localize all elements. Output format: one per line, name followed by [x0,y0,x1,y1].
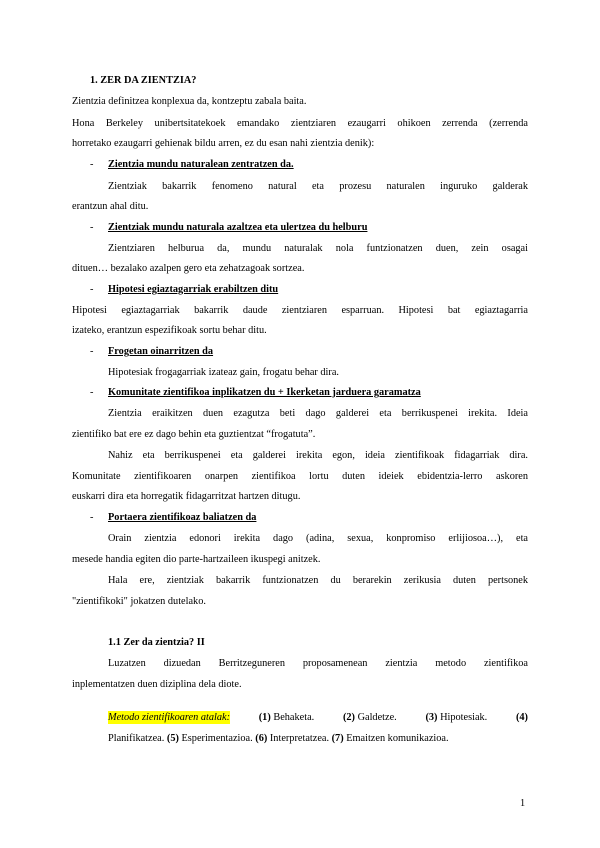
bullet-dash: - [90,512,94,523]
step-7: (7) Emaitzen komunikazioa. [331,733,449,744]
bullet-dash: - [90,159,94,170]
bullet-dash: - [90,346,94,357]
paragraph-3-line-2: izateko, erantzun espezifikoak sortu behar ditu. [72,325,267,336]
step-4-label: Planifikatzea. [108,733,165,744]
bullet-dash: - [90,284,94,295]
intro-line-2: Hona Berkeley unibertsitatekoek emandako zientziaren ezaugarri ohikoen zerrenda (zerrenda [72,118,528,129]
step-6: (6) Interpretatzea. [255,733,330,744]
paragraph-2-line-2: dituen… bezalako azalpen gero eta zehatzagoak sortzea. [72,263,305,274]
paragraph-5-line-2: zientifiko bat ere ez dago behin eta guztientzat “frogatuta”. [72,429,316,440]
paragraph-3-line-1: Hipotesi egiaztagarriak bakarrik daude zientziaren esparruan. Hipotesi bat egiaztagarria [72,305,528,316]
bullet-dash: - [90,222,94,233]
paragraph-5-line-1: Zientzia eraikitzen duen ezagutza beti dago galderei eta berrikuspenei irekita. Ideia [108,408,528,419]
item-title-3: Hipotesi egiaztagarriak erabiltzen ditu [108,284,279,295]
paragraph-7-line-1: Orain zientzia edonori irekita dago (adina, sexua, konpromiso erlijiosoa…), eta [108,533,528,544]
paragraph-9-line-1: Luzatzen dizuedan Berritzeguneren proposamenean zientzia metodo zientifikoa [108,658,528,669]
item-title-5: Komunitate zientifikoa inplikatzen du + Ikerketan jarduera garamatza [108,387,421,398]
page-number: 1 [520,798,526,809]
paragraph-6-line-3: euskarri dira eta horregatik fidagarritzat hartzen ditugu. [72,491,301,502]
intro-line-1: Zientzia definitzea konplexua da, kontzeptu zabala baita. [72,96,307,107]
paragraph-4: Hipotesiak frogagarriak izateaz gain, frogatu behar dira. [108,367,339,378]
steps-line-1 [108,711,528,724]
paragraph-1-line-1: Zientziak bakarrik fenomeno natural eta prozesu naturalen inguruko galderak [108,181,528,192]
step-5: (5) Esperimentazioa. [166,733,253,744]
steps-line-2 [108,732,449,745]
paragraph-1-line-2: erantzun ahal ditu. [72,201,149,212]
step-2: (2) Galdetze. [342,712,397,723]
step-3: (3) Hipotesiak. [425,712,488,723]
step-4-num: (4) [515,712,528,723]
paragraph-8-line-1: Hala ere, zientziak bakarrik funtzionatzen du berarekin zerikusia duten pertsonek [108,575,528,586]
item-title-6: Portaera zientifikoaz baliatzen da [108,512,257,523]
paragraph-2-line-1: Zientziaren helburua da, mundu naturalak nola funtzionatzen duen, zein osagai [108,243,528,254]
item-title-4: Frogetan oinarritzen da [108,346,214,357]
paragraph-8-line-2: "zientifikoki" jokatzen dutelako. [72,596,206,607]
bullet-dash: - [90,387,94,398]
item-title-1: Zientzia mundu naturalean zentratzen da. [108,159,294,170]
item-title-2: Zientziak mundu naturala azaltzea eta ulertzea du helburu [108,222,368,233]
intro-line-3: horretako ezaugarri gehienak bildu arren, ez du esan nahi zientzia denik): [72,138,375,149]
paragraph-6-line-1: Nahiz eta berrikuspenei eta galderei irekita egon, ideia zientifikoak fidagarriak dira. [108,450,528,461]
paragraph-6-line-2: Komunitate zientifikoaren onarpen zientifikoa lortu duten ideiek ebidentzia-lerro askoren [72,471,528,482]
steps-label: Metodo zientifikoaren atalak: [108,712,231,723]
step-1: (1) Behaketa. [258,712,315,723]
section-heading-2: 1.1 Zer da zientzia? II [108,637,205,648]
section-heading-1: 1. ZER DA ZIENTZIA? [90,75,197,86]
paragraph-9-line-2: inplementatzen duen diziplina dela diote. [72,679,242,690]
paragraph-7-line-2: mesede handia egiten dio parte-hartzaileen ikuspegi anitzek. [72,554,321,565]
